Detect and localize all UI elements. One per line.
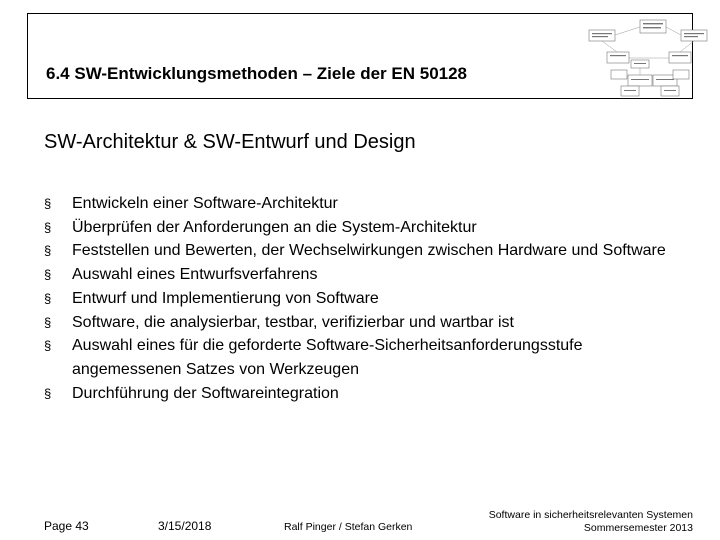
bullet-marker: §	[44, 219, 52, 235]
bullet-item	[44, 263, 694, 287]
bullet-text: Auswahl eines für die geforderte Software-Sicherheitsanforderungsstufe angemessenen Satzes von Werkzeugen	[72, 337, 583, 378]
footer-authors: Ralf Pinger / Stefan Gerken	[284, 521, 413, 533]
bullet-text: Durchführung der Softwareintegration	[72, 384, 339, 402]
bullet-list	[44, 192, 694, 405]
footer-course	[489, 509, 693, 535]
bullet-marker: §	[44, 243, 52, 259]
bullet-text: Auswahl eines Entwurfsverfahrens	[72, 266, 318, 284]
bullet-marker: §	[44, 338, 52, 354]
bullet-marker: §	[44, 267, 52, 283]
bullet-item	[44, 334, 694, 381]
bullet-text: Entwurf und Implementierung von Software	[72, 289, 379, 307]
bullet-text: Überprüfen der Anforderungen an die System-Architektur	[72, 218, 477, 236]
bullet-marker: §	[44, 290, 52, 306]
bullet-item	[44, 287, 694, 311]
section-subtitle: SW-Architektur & SW-Entwurf und Design	[44, 131, 416, 153]
bullet-marker: §	[44, 385, 52, 401]
footer-date: 3/15/2018	[158, 519, 212, 533]
course-semester: Sommersemester 2013	[583, 522, 693, 534]
bullet-item	[44, 311, 694, 335]
bullet-text: Software, die analysierbar, testbar, verifizierbar und wartbar ist	[72, 313, 514, 331]
page-number: Page 43	[44, 519, 89, 533]
course-title: Software in sicherheitsrelevanten Systemen	[488, 509, 693, 521]
bullet-text: Feststellen und Bewerten, der Wechselwirkungen zwischen Hardware und Software	[72, 242, 666, 260]
title-box	[27, 13, 693, 99]
bullet-item	[44, 192, 694, 216]
bullet-item	[44, 239, 694, 263]
bullet-item	[44, 382, 694, 406]
bullet-marker: §	[44, 196, 52, 211]
bullet-item	[44, 216, 694, 240]
bullet-text: Entwickeln einer Software-Architektur	[72, 195, 338, 212]
slide-title: 6.4 SW-Entwicklungsmethoden – Ziele der EN 50128	[46, 64, 468, 83]
bullet-marker: §	[44, 314, 52, 330]
v-model-diagram-thumbnail	[587, 18, 715, 98]
